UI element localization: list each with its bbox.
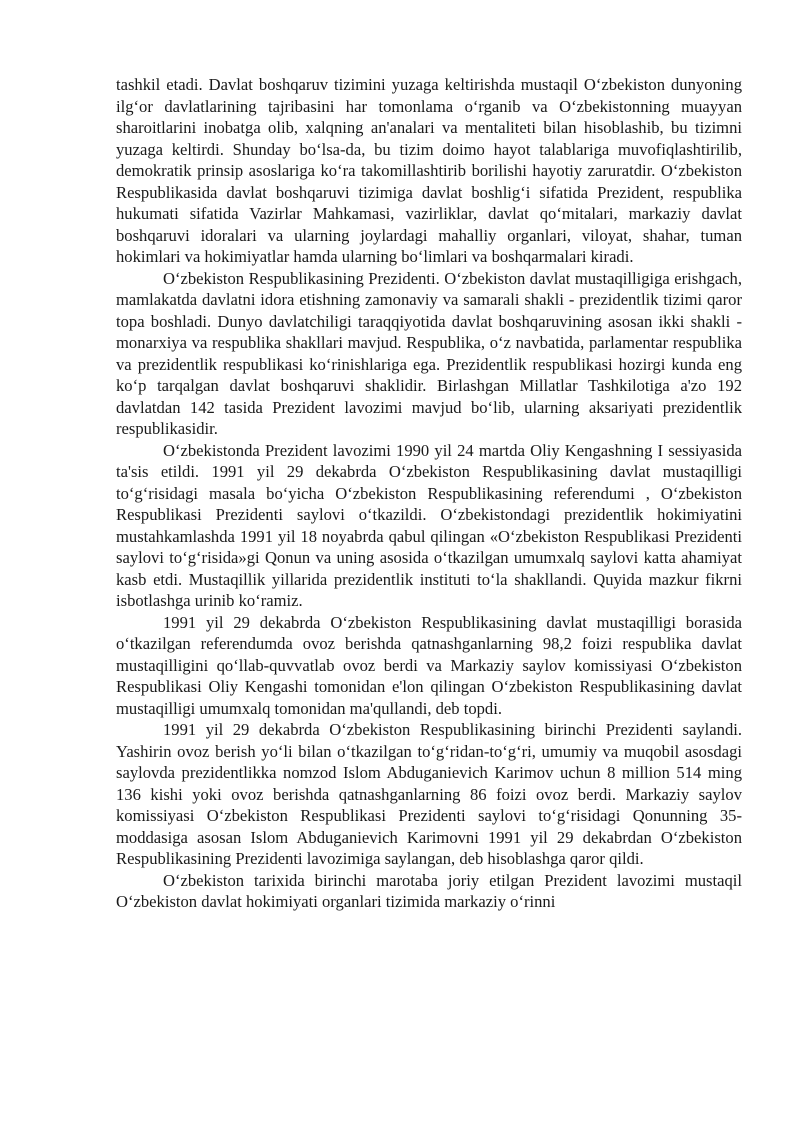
document-page (116, 74, 742, 913)
paragraph-referendum: 1991 yil 29 dekabrda O‘zbekiston Respublikasining davlat mustaqilligi borasida o‘tkazilgan referendumda ovoz berishda qatnashganlarning 98,2 foizi respublika davlat mustaqilligini qo‘llab-quvvatlab ovoz berdi va Markaziy saylov komissiyasi O‘zbekiston Respublikasi Oliy Kengashi tomonidan e'lon qilingan O‘zbekiston Respublikasining davlat mustaqilligi umumxalq tomonidan ma'qullandi, deb topdi. (116, 612, 742, 718)
paragraph-continuation: tashkil etadi. Davlat boshqaruv tizimini yuzaga keltirishda mustaqil O‘zbekiston dunyoning ilg‘or davlatlarining tajribasini har tomonlama o‘rganib va O‘zbekistonning muayyan sharoitlarini inobatga olib, xalqning an'analari va mentaliteti bilan hisoblashib, bu tizimni yuzaga keltirdi. Shunday bo‘lsa-da, bu tizim doimo hayot talablariga muvofiqlashtirilib, demokratik prinsip asoslariga ko‘ra takomillashtirib borilishi hayotiy zaruratdir. O‘zbekiston Respublikasida davlat boshqaruvi tizimiga davlat boshlig‘i sifatida Prezident, respublika hukumati sifatida Vazirlar Mahkamasi, vazirliklar, davlat qo‘mitalari, markaziy davlat boshqaruvi idoralari va ularning joylardagi mahalliy organlari, viloyat, shahar, tuman hokimlari va hokimiyatlar hamda ularning bo‘limlari va boshqarmalari kiradi. (116, 75, 742, 266)
paragraph-first-president: 1991 yil 29 dekabrda O‘zbekiston Respublikasining birinchi Prezidenti saylandi. Yashirin ovoz berish yo‘li bilan o‘tkazilgan to‘g‘ridan-to‘g‘ri, umumiy va muqobil asosdagi saylovda prezidentlikka nomzod Islom Abduganievich Karimov uchun 8 million 514 ming 136 kishi yoki ovoz berishda qatnashganlarning 86 foizi ovoz berdi. Markaziy saylov komissiyasi O‘zbekiston Respublikasi Prezidenti saylovi to‘g‘risidagi Qonunning 35- moddasiga asosan Islom Abduganievich Karimovni 1991 yil 29 dekabrdan O‘zbekiston Respublikasining Prezidenti lavozimiga saylangan, deb hisoblashga qaror qildi. (116, 720, 742, 868)
paragraph-president-intro: O‘zbekiston Respublikasining Prezidenti. O‘zbekiston davlat mustaqilligiga erishgach, mamlakatda davlatni idora etishning zamonaviy va samarali shakli - prezidentlik tizimi qaror topa boshladi. Dunyo davlatchiligi taraqqiyotida davlat boshqaruvining asosan ikki shakli - monarxiya va respublika shakllari mavjud. Respublika, o‘z navbatida, parlamentar respublika va prezidentlik respublikasi ko‘rinishlariga ega. Prezidentlik respublikasi hozirgi kunda eng ko‘p tarqalgan davlat boshqaruvi shaklidir. Birlashgan Millatlar Tashkilotiga a'zo 192 davlatdan 142 tasida Prezident lavozimi mavjud bo‘lib, ularning aksariyati prezidentlik respublikasidir. (116, 268, 742, 438)
paragraph-closing: O‘zbekiston tarixida birinchi marotaba joriy etilgan Prezident lavozimi mustaqil O‘zbekiston davlat hokimiyati organlari tizimida markaziy o‘rinni (116, 870, 742, 911)
paragraph-president-establishment: O‘zbekistonda Prezident lavozimi 1990 yil 24 martda Oliy Kengashning I sessiyasida ta'sis etildi. 1991 yil 29 dekabrda O‘zbekiston Respublikasining davlat mustaqilligi to‘g‘risidagi masala bo‘yicha O‘zbekiston Respublikasining referendumi , O‘zbekiston Respublikasi Prezidenti saylovi o‘tkazildi. O‘zbekistondagi prezidentlik hokimiyatini mustahkamlashda 1991 yil 18 noyabrda qabul qilingan «O‘zbekiston Respublikasi Prezidenti saylovi to‘g‘risida»gi Qonun va uning asosida o‘tkazilgan umumxalq saylovi katta ahamiyat kasb etdi. Mustaqillik yillarida prezidentlik instituti to‘la shakllandi. Quyida mazkur fikrni isbotlashga urinib ko‘ramiz. (116, 440, 742, 610)
